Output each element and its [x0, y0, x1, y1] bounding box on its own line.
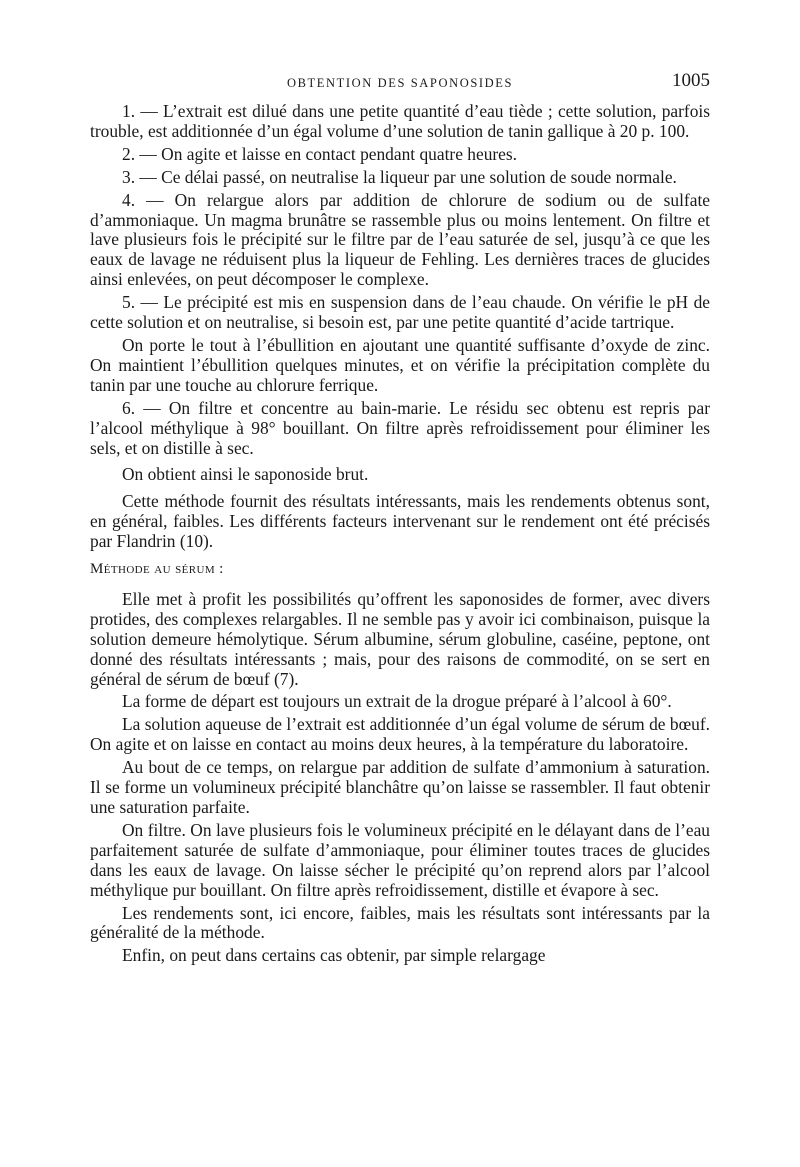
- section-heading-serum-method: Méthode au sérum :: [90, 561, 224, 578]
- paragraph-crude-saponoside: On obtient ainsi le saponoside brut.: [122, 464, 369, 485]
- running-title: OBTENTION DES SAPONOSIDES: [286, 76, 514, 90]
- page-number: 1005: [672, 70, 710, 91]
- body-text: [90, 102, 710, 969]
- paragraph-salting-out: Au bout de ce temps, on relargue par addition de sulfate d’ammonium à saturation. Il se forme un volumineux précipité blanchâtre qu’on laisse se rassembler. Il faut obtenir une saturation parfaite.: [90, 757, 710, 817]
- paragraph-aqueous-solution: La solution aqueuse de l’extrait est additionnée d’un égal volume de sérum de bœuf. On agite et on laisse en contact au moins deux heures, à la température du laboratoire.: [90, 714, 710, 755]
- paragraph-step-3: 3. — Ce délai passé, on neutralise la liqueur par une solution de soude normale.: [122, 166, 677, 187]
- paragraph-yields: Les rendements sont, ici encore, faibles, mais les résultats sont intéressants par la généralité de la méthode.: [90, 902, 710, 943]
- paragraph-step-2: 2. — On agite et laisse en contact pendant quatre heures.: [122, 143, 518, 164]
- paragraph-step-5: 5. — Le précipité est mis en suspension dans de l’eau chaude. On vérifie le pH de cette solution et on neutralise, si besoin est, par une petite quantité d’acide tartrique.: [90, 292, 710, 333]
- paragraph-step-6: 6. — On filtre et concentre au bain-marie. Le résidu sec obtenu est repris par l’alcool méthylique à 98° bouillant. On filtre après refroidissement pour éliminer les sels, et on distille à sec.: [90, 397, 710, 458]
- paragraph-filtering: On filtre. On lave plusieurs fois le volumineux précipité en le délayant dans de l’eau parfaitement saturée de sulfate d’ammoniaque, pour éliminer toutes traces de glucides dans les eaux de lavage. On laisse sécher le précipité qu’on reprend alors par l’alcool méthylique pur bouillant. On filtre après refroidissement, distille et évapore à sec.: [90, 819, 710, 900]
- paragraph-step-1: 1. — L’extrait est dilué dans une petite quantité d’eau tiède ; cette solution, parfois trouble, est additionnée d’un égal volume d’une solution de tanin gallique à 20 p. 100.: [90, 101, 710, 141]
- page-header: [90, 70, 710, 94]
- paragraph-zinc-oxide: On porte le tout à l’ébullition en ajoutant une quantité suffisante d’oxyde de zinc. On maintient l’ébullition quelques minutes, et on vérifie la précipitation complète du tanin par une touche au chlorure ferrique.: [90, 334, 710, 395]
- paragraph-finally: Enfin, on peut dans certains cas obtenir, par simple relargage: [122, 945, 546, 966]
- paragraph-method-results: Cette méthode fournit des résultats intéressants, mais les rendements obtenus sont, en général, faibles. Les différents facteurs intervenant sur le rendement ont été précisés par Flandrin (10).: [90, 491, 710, 552]
- paragraph-step-4: 4. — On relargue alors par addition de chlorure de sodium ou de sulfate d’ammoniaque. Un magma brunâtre se rassemble plus ou moins lentement. On filtre et lave plusieurs fois le précipité sur le filtre par de l’eau saturée de sel, jusqu’à ce que les eaux de lavage ne réduisent plus la liqueur de Fehling. Les dernières traces de glucides ainsi enlevées, on peut décomposer le complexe.: [90, 189, 710, 290]
- paragraph-serum-intro: Elle met à profit les possibilités qu’offrent les saponosides de former, avec divers protides, des complexes relargables. Il ne semble pas y avoir ici combinaison, puisque la solution demeure hémolytique. Sérum albumine, sérum globuline, caséine, peptone, ont donné des résultats intéressants ; mais, pour des raisons de commodité, on se sert en général de sérum de bœuf (7).: [90, 588, 710, 689]
- paragraph-starting-form: La forme de départ est toujours un extrait de la drogue préparé à l’alcool à 60°.: [122, 691, 672, 712]
